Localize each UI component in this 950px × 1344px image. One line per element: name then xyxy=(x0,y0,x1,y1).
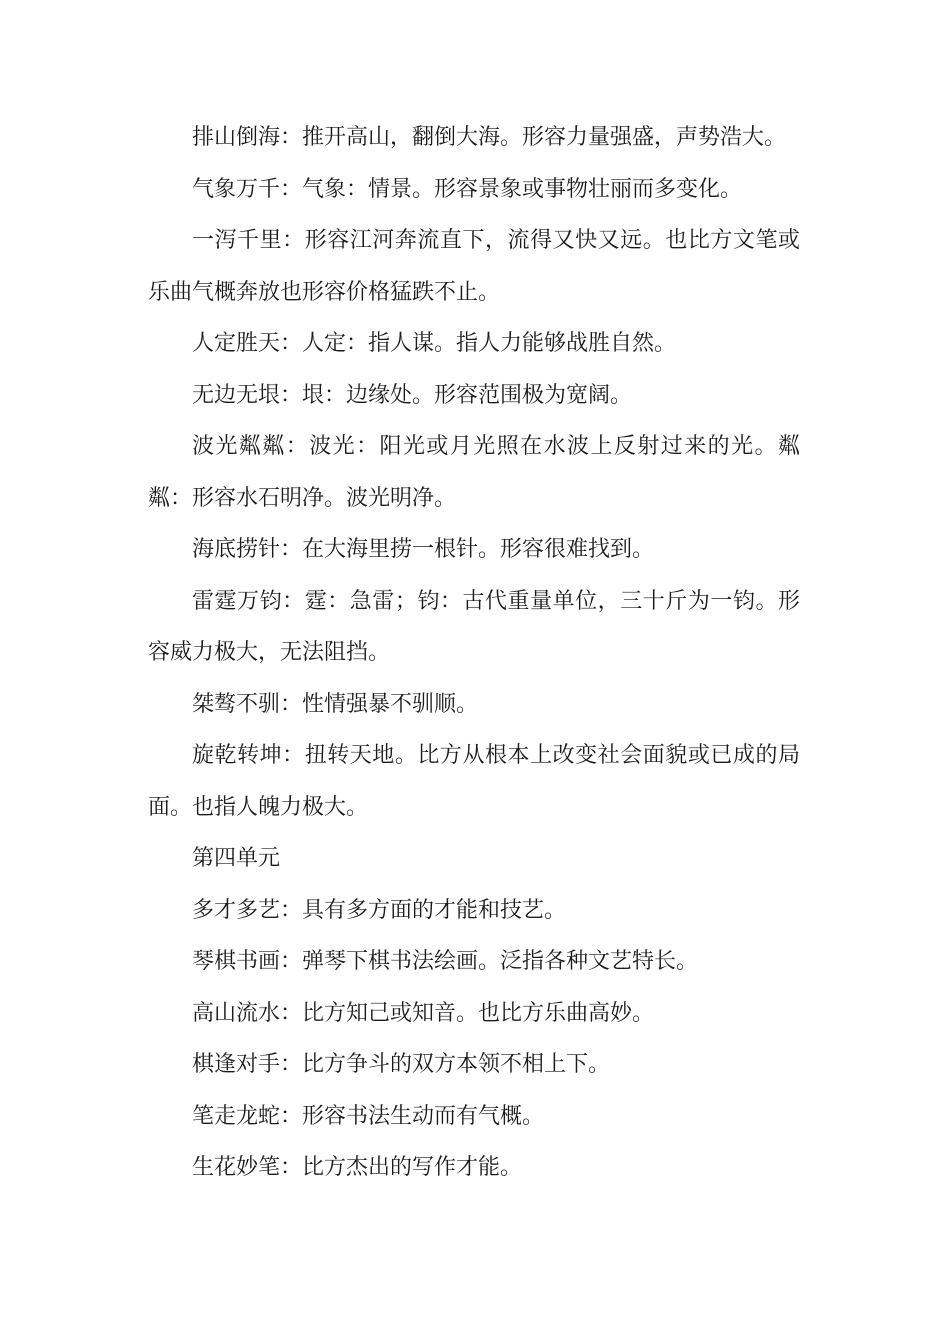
paragraph-yixie-qianli: 一泻千里：形容江河奔流直下，流得又快又远。也比方文笔或乐曲气概奔放也形容价格猛跌不止。 xyxy=(148,228,800,305)
paragraph-leiting-wanjun: 雷霆万钧：霆：急雷；钧：古代重量单位，三十斤为一钧。形容威力极大，无法阻挡。 xyxy=(148,588,800,665)
section-heading-unit-four: 第四单元 xyxy=(192,846,281,871)
paragraph-bizou-longshe: 笔走龙蛇：形容书法生动而有气概。 xyxy=(192,1103,545,1129)
paragraph-gaoshan-liushui: 高山流水：比方知己或知音。也比方乐曲高妙。 xyxy=(192,1000,655,1026)
paragraph-paishan-daohai: 排山倒海：推开高山，翻倒大海。形容力量强盛，声势浩大。 xyxy=(192,125,787,150)
paragraph-haidi-laozhen: 海底捞针：在大海里捞一根针。形容很难找到。 xyxy=(192,537,655,562)
paragraph-wubian-wuyin: 无边无垠：垠：边缘处。形容范围极为宽阔。 xyxy=(192,382,633,408)
paragraph-duocai-duoyi: 多才多艺：具有多方面的才能和技艺。 xyxy=(192,897,567,923)
paragraph-qixiang-wanqian: 气象万千：气象：情景。形容景象或事物壮丽而多变化。 xyxy=(192,176,743,202)
paragraph-xuanqian-zhuankun: 旋乾转坤：扭转天地。比方从根本上改变社会面貌或已成的局面。也指人魄力极大。 xyxy=(148,743,800,820)
paragraph-rending-shengtian: 人定胜天：人定：指人谋。指人力能够战胜自然。 xyxy=(192,331,677,356)
paragraph-shenghua-miaobi: 生花妙笔：比方杰出的写作才能。 xyxy=(192,1155,523,1180)
document-body xyxy=(148,112,800,1194)
paragraph-jieao-buxun: 桀骜不驯：性情强暴不驯顺。 xyxy=(192,691,479,717)
paragraph-qifeng-duishou: 棋逢对手：比方争斗的双方本领不相上下。 xyxy=(192,1052,611,1077)
paragraph-qinqi-shuhua: 琴棋书画：弹琴下棋书法绘画。泛指各种文艺特长。 xyxy=(192,949,699,974)
paragraph-boguang-linlin: 波光粼粼：波光：阳光或月光照在水波上反射过来的光。粼粼：形容水石明净。波光明净。 xyxy=(148,434,800,511)
